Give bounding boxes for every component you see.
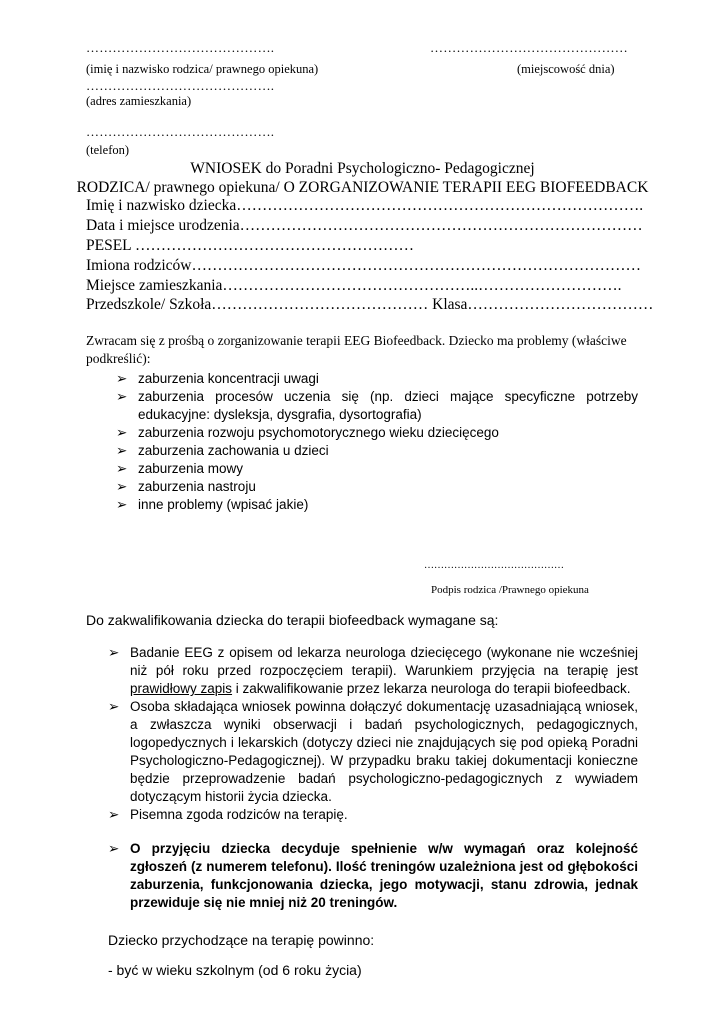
arrow-bullet-icon: ➢ [108,807,120,822]
field-parents-names[interactable]: Imiona rodziców…………………………………………………………………………… [86,257,641,274]
arrow-bullet-icon: ➢ [108,841,120,856]
problem-label: zaburzenia procesów uczenia się (np. dzieci mające specyficzne potrzeby edukacyjne: dysleksja, dysgrafia, dysortografia) [138,389,638,422]
problems-list [116,370,638,514]
signature-label: Podpis rodzica /Prawnego opiekuna [431,584,589,596]
arrow-bullet-icon: ➢ [116,479,128,494]
requirement-item [108,840,638,912]
child-should-heading: Dziecko przychodzące na terapię powinno: [108,932,375,948]
problem-label: inne problemy (wpisać jakie) [138,497,309,512]
address-label: (adres zamieszkania) [86,94,192,108]
arrow-bullet-icon: ➢ [116,371,128,386]
requirement-text: Osoba składająca wniosek powinna dołączyć dokumentację uzasadniającą wniosek, a zwłaszcza wyniki obserwacji i badań psychologicznych, pedagogicznych, logopedycznych i lekarskich (dotyczy dzieci nie znajdujących się pod opieką Poradni Psychologiczno-Pedagogicznej). W przypadku braku takiej dokumentacji konieczne będzie przeprowadzenie badań psychologiczno-pedagogicznych z wywiadem dotyczącym historii życia dziecka. [130,699,638,804]
arrow-bullet-icon: ➢ [116,425,128,440]
requirement-item [108,698,638,806]
problem-item[interactable] [116,460,638,478]
parent-name-label: (imię i nazwisko rodzica/ prawnego opiekuna) [86,62,319,76]
field-child-name[interactable]: Imię i nazwisko dziecka……………………………………………………………………. [86,197,644,214]
phone-label: (telefon) [86,143,130,157]
address-dots: ……………………………………. [86,78,275,93]
arrow-bullet-icon: ➢ [116,461,128,476]
problem-item[interactable] [116,424,638,442]
problem-label: zaburzenia mowy [138,461,244,476]
requirement-item [108,806,638,824]
arrow-bullet-icon: ➢ [108,645,120,660]
requirements-list [108,644,638,912]
place-date-label: (miejscowość dnia) [517,62,615,76]
title-line-1: WNIOSEK do Poradni Psychologiczno- Pedagogicznej [190,160,535,177]
problem-label: zaburzenia nastroju [138,479,256,494]
parent-name-dots: ……………………………………. [86,40,275,55]
requirement-item [108,644,638,698]
problem-item[interactable] [116,388,638,424]
arrow-bullet-icon: ➢ [116,443,128,458]
requirement-text: O przyjęciu dziecka decyduje spełnienie w/w wymagań oraz kolejność zgłoszeń (z numerem telefonu). Ilość treningów uzależniona jest od głębokości zaburzenia, funkcjonowania dziecka, jego motywacji, stanu zdrowia, jednak przewiduje się nie mniej niż 20 treningów. [130,841,638,910]
problem-item[interactable] [116,478,638,496]
problem-label: zaburzenia rozwoju psychomotorycznego wieku dziecięcego [138,425,499,440]
field-pesel[interactable]: PESEL ……………………………………………… [86,237,414,254]
phone-dots: ……………………………………. [86,124,275,139]
problem-item[interactable] [116,442,638,460]
arrow-bullet-icon: ➢ [108,699,120,714]
requirement-text: Badanie EEG z opisem od lekarza neurologa dziecięcego (wykonane nie wcześniej niż pół roku przed rozpoczęciem terapii). Warunkiem przyjęcia na terapię jest [130,645,638,678]
signature-dots: …………………………………… [424,560,564,571]
arrow-bullet-icon: ➢ [116,497,128,512]
field-birth-date-place[interactable]: Data i miejsce urodzenia…………………………………………………………………… [86,217,643,234]
problem-label: zaburzenia koncentracji uwagi [138,371,319,386]
requirement-text: Pisemna zgoda rodziców na terapię. [130,807,348,822]
requirement-text-end: i zakwalifikowanie przez lekarza neurologa do terapii biofeedback. [232,681,631,696]
requirements-heading: Do zakwalifikowania dziecka do terapii biofeedback wymagane są: [86,612,499,628]
age-requirement: - być w wieku szkolnym (od 6 roku życia) [108,962,362,978]
problem-item[interactable] [116,496,638,514]
underlined-text: prawidłowy zapis [130,681,233,696]
request-text: Zwracam się z prośbą o zorganizowanie terapii EEG Biofeedback. Dziecko ma problemy (właściwe podkreślić): [86,333,627,366]
problem-item[interactable] [116,370,638,388]
field-residence[interactable]: Miejsce zamieszkania…………………………………………..………………………. [86,277,622,294]
problem-label: zaburzenia zachowania u dzieci [138,443,329,458]
title-line-2: RODZICA/ prawnego opiekuna/ O ZORGANIZOWANIE TERAPII EEG BIOFEEDBACK [76,179,649,196]
place-date-dots: ……………………………………… [430,40,628,55]
arrow-bullet-icon: ➢ [116,389,128,404]
field-school-class[interactable]: Przedszkole/ Szkoła…………………………………… Klasa……………………………… [86,296,654,313]
